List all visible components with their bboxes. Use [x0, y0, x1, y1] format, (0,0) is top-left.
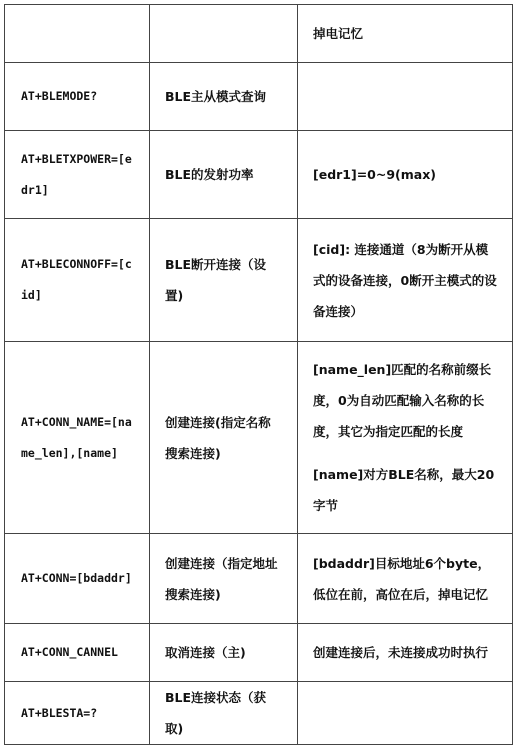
command-cell: AT+BLECONNOFF=[cid] — [5, 219, 150, 342]
at-command-table-container — [4, 4, 512, 744]
table-row — [5, 624, 513, 682]
at-command-table — [4, 4, 513, 745]
description-cell: BLE连接状态（获取) — [150, 682, 298, 745]
notes-cell — [298, 63, 513, 131]
table-row — [5, 63, 513, 131]
description-cell: 创建连接（指定地址搜索连接) — [150, 534, 298, 624]
header-row — [5, 5, 513, 63]
notes-cell — [298, 682, 513, 745]
header-cell-command — [5, 5, 150, 63]
header-cell-notes: 掉电记忆 — [298, 5, 513, 63]
table-row — [5, 534, 513, 624]
table-row — [5, 342, 513, 534]
command-cell: AT+BLESTA=? — [5, 682, 150, 745]
note-text: [edr1]=0~9(max) — [313, 167, 437, 182]
command-cell: AT+BLETXPOWER=[edr1] — [5, 131, 150, 219]
notes-cell — [298, 342, 513, 534]
table-row — [5, 219, 513, 342]
description-cell: 取消连接（主) — [150, 624, 298, 682]
note-text: 创建连接后，未连接成功时执行 — [313, 645, 489, 660]
note-text: [name]对方BLE名称，最大20字节 — [313, 467, 495, 513]
notes-cell — [298, 534, 513, 624]
description-cell: 创建连接(指定名称搜索连接) — [150, 342, 298, 534]
command-cell: AT+CONN_CANNEL — [5, 624, 150, 682]
notes-cell — [298, 131, 513, 219]
description-cell: BLE断开连接（设置) — [150, 219, 298, 342]
description-cell: BLE主从模式查询 — [150, 63, 298, 131]
table-row — [5, 682, 513, 745]
command-cell: AT+CONN=[bdaddr] — [5, 534, 150, 624]
command-cell: AT+CONN_NAME=[name_len],[name] — [5, 342, 150, 534]
table-row — [5, 131, 513, 219]
notes-cell — [298, 624, 513, 682]
note-text: [name_len]匹配的名称前缀长度，0为自动匹配输入名称的长度，其它为指定匹配的长度 — [313, 362, 492, 439]
header-cell-description — [150, 5, 298, 63]
command-cell: AT+BLEMODE? — [5, 63, 150, 131]
note-text: [cid]: 连接通道（8为断开从模式的设备连接，0断开主模式的设备连接） — [313, 241, 497, 319]
description-cell: BLE的发射功率 — [150, 131, 298, 219]
note-text: [bdaddr]目标地址6个byte，低位在前，高位在后，掉电记忆 — [313, 555, 491, 602]
notes-cell — [298, 219, 513, 342]
